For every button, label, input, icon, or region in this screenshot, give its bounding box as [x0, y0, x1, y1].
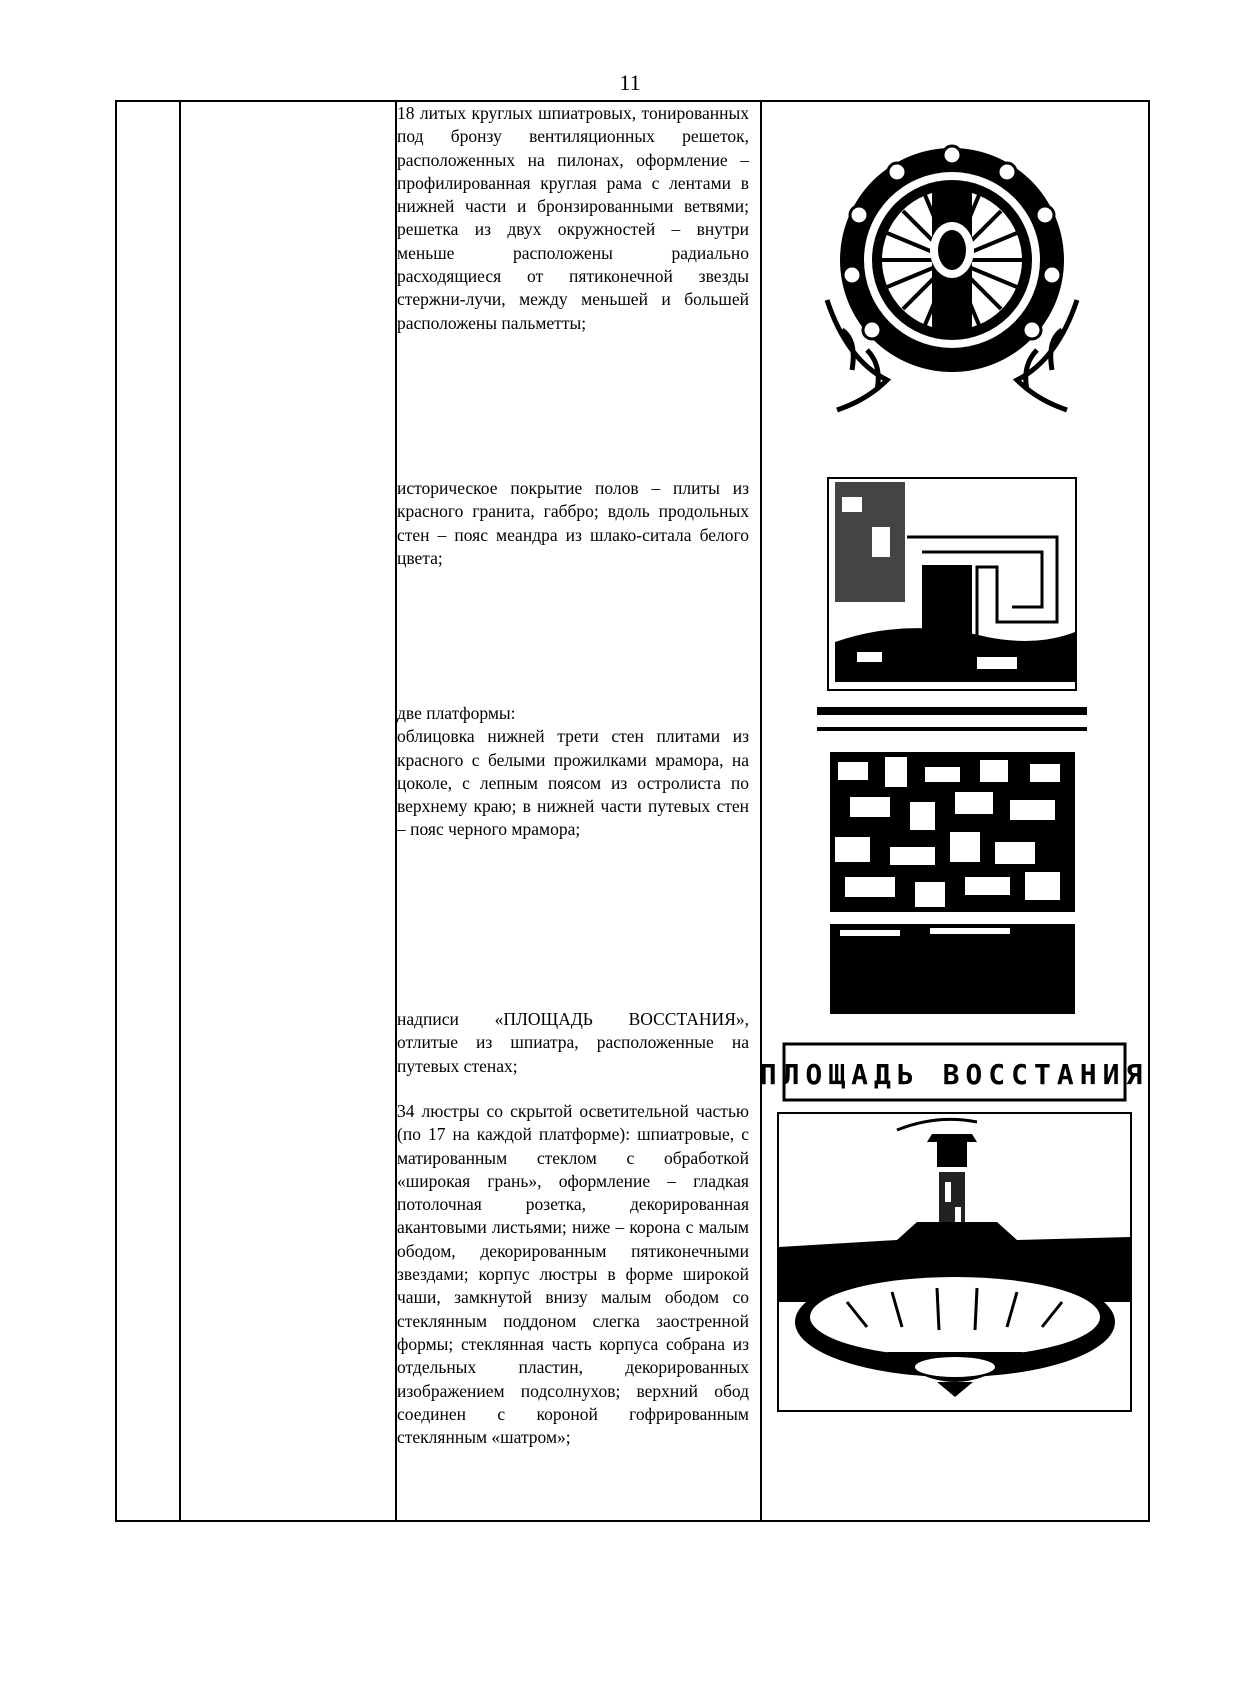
entry-floor-covering: [397, 477, 749, 570]
entry-heading: две платформы:: [397, 703, 516, 723]
entry-platforms: [397, 702, 749, 842]
entry-chandeliers: [397, 1100, 749, 1449]
frieze-stripes-image: [817, 707, 1087, 737]
entry-text: облицовка нижней трети стен плитами из красного с белыми прожилками мрамора, на цоколе, с лепным поясом из остролиста по верхнему краю; в нижней части путевых стен – пояс черного мрамора;: [397, 726, 749, 840]
entry-ventilation-grilles: [397, 102, 749, 335]
floor-meander-image: [827, 477, 1077, 692]
chandelier-image: [777, 1112, 1132, 1412]
marble-wall-image: [830, 752, 1075, 1014]
entry-text: историческое покрытие полов – плиты из красного гранита, габбро; вдоль продольных стен – пояс меандра из шлако-ситала белого цвета;: [397, 478, 749, 568]
entry-inscriptions: [397, 1008, 749, 1078]
entry-text: 34 люстры со скрытой осветительной частью (по 17 на каждой платформе): шпиатровые, с матированным стеклом с обработкой «широкая грань», оформление – гладкая потолочная розетка, декорированная акантовыми листьями; ниже – корона с малым ободом, декорированным пятиконечными звездами; корпус люстры в форме широкой чаши, замкнутой внизу малым ободом со стеклянным поддоном слегка заостренной формы; стеклянная часть корпуса собрана из отдельных пластин, декорированных изображением подсолнухов; верхний обод соединен с короной гофрированным стеклянным «шатром»;: [397, 1101, 749, 1448]
lettering-text: ПЛОЩАДЬ ВОССТАНИЯ: [759, 1058, 1149, 1091]
ventilation-grille-image: [807, 130, 1097, 420]
entry-text: 18 литых круглых шпиатровых, тонированных под бронзу вентиляционных решеток, расположенных на пилонах, оформление – профилированная круглая рама с лентами в нижней части и бронзированными ветвями; решетка из двух окружностей – внутри меньше расположены радиально расходящиеся от пятиконечной звезды стержни-лучи, между меньшей и большей расположены пальметты;: [397, 103, 749, 333]
column-divider: [760, 102, 762, 1520]
station-lettering-image: [759, 1042, 1149, 1102]
document-table: [115, 100, 1150, 1522]
column-divider: [179, 102, 181, 1520]
entry-text: надписи «ПЛОЩАДЬ ВОССТАНИЯ», отлитые из шпиатра, расположенные на путевых стенах;: [397, 1009, 749, 1076]
page-number: 11: [619, 70, 641, 95]
